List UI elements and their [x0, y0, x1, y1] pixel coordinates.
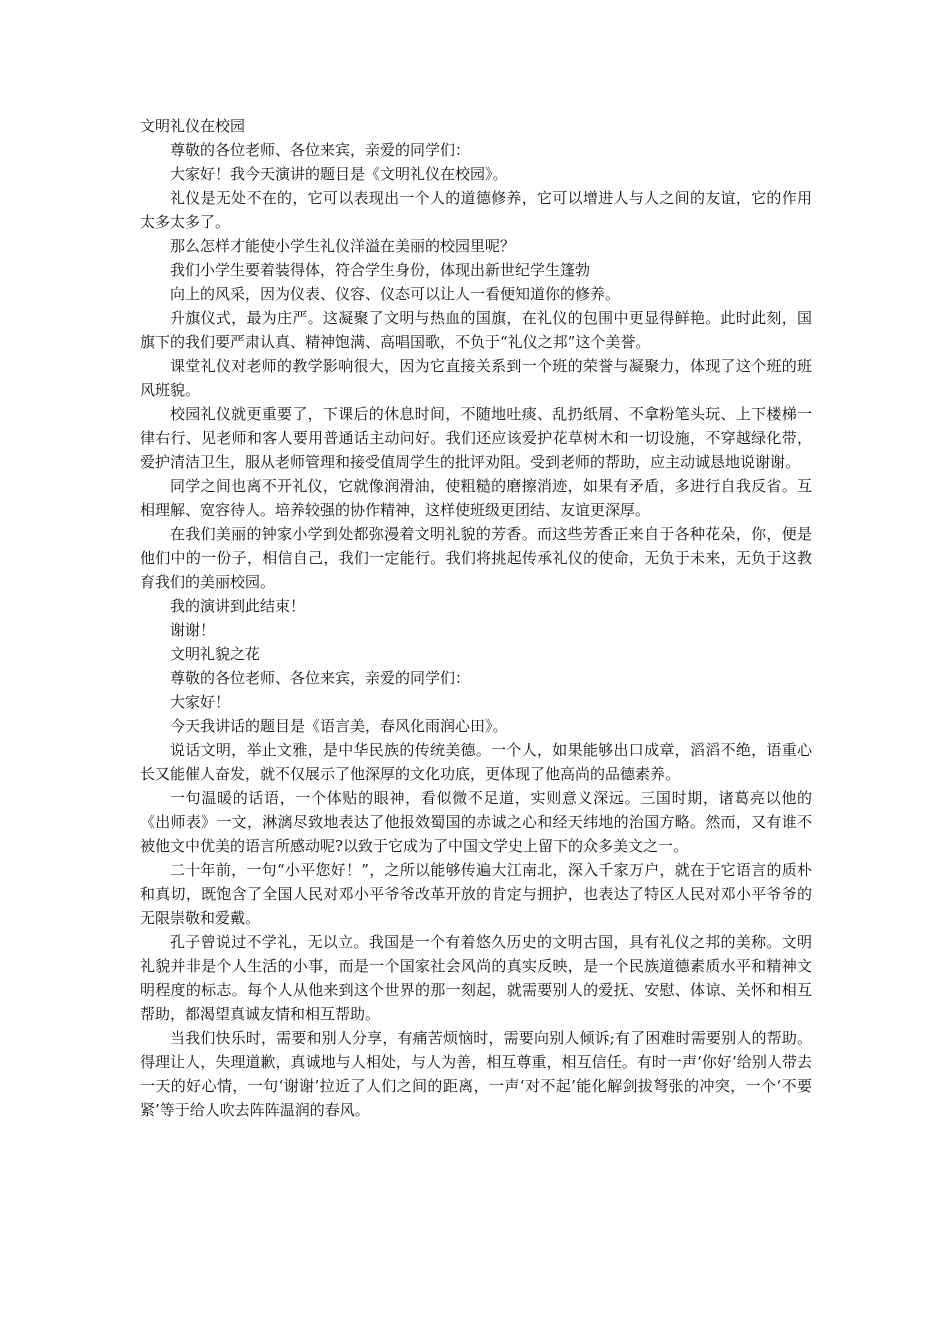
- paragraph: 大家好！: [170, 693, 231, 711]
- paragraph: 尊敬的各位老师、各位来宾，亲爱的同学们：: [170, 669, 471, 687]
- paragraph: 校园礼仪就更重要了，下课后的休息时间，不随地吐痰、乱扔纸屑、不拿粉笔头玩、上下楼梯一律右行、见老师和客人要用普通话主动问好。我们还应该爱护花草树木和一切设施，不穿越绿化带，爱护清洁卫生，服从老师管理和接受值周学生的批评劝阻。受到老师的帮助，应主动诚恳地说谢谢。: [140, 405, 812, 471]
- paragraph: 当我们快乐时，需要和别人分享，有痛苦烦恼时，需要向别人倾诉;有了困难时需要别人的帮助。得理让人，失理道歉，真诚地与人相处，与人为善，相互尊重，相互信任。有时一声‘你好’给别人带去一天的好心情，一句‘谢谢’拉近了人们之间的距离，一声‘对不起’能化解剑拔弩张的冲突，一个‘不要紧’等于给人吹去阵阵温润的春风。: [140, 1029, 812, 1119]
- paragraph: 说话文明，举止文雅，是中华民族的传统美德。一个人，如果能够出口成章，滔滔不绝，语重心长又能催人奋发，就不仅展示了他深厚的文化功底，更体现了他高尚的品德素养。: [140, 741, 812, 783]
- paragraph: 那么怎样才能使小学生礼仪洋溢在美丽的校园里呢？: [170, 237, 516, 255]
- paragraph: 升旗仪式，最为庄严。这凝聚了文明与热血的国旗，在礼仪的包围中更显得鲜艳。此时此刻，国旗下的我们要严肃认真、精神饱满、高唱国歌，不负于“礼仪之邦”这个美誉。: [140, 309, 812, 351]
- paragraph: 一句温暖的话语，一个体贴的眼神，看似微不足道，实则意义深远。三国时期，诸葛亮以他的《出师表》一文，淋漓尽致地表达了他报效蜀国的赤诚之心和经天纬地的治国方略。然而，又有谁不被他文中优美的语言所感动呢?以致于它成为了中国文学史上留下的众多美文之一。: [140, 789, 812, 855]
- paragraph-hello: 大家好！我今天演讲的题目是《文明礼仪在校园》。: [170, 165, 508, 183]
- document-title: 文明礼仪在校园: [140, 117, 246, 135]
- paragraph: 我的演讲到此结束！: [170, 597, 306, 615]
- paragraph: 今天我讲话的题目是《语言美，春风化雨润心田》。: [170, 717, 508, 735]
- paragraph: 课堂礼仪对老师的教学影响很大，因为它直接关系到一个班的荣誉与凝聚力，体现了这个班的班风班貌。: [140, 357, 812, 399]
- paragraph: 二十年前，一句“小平您好！”，之所以能够传遍大江南北，深入千家万户，就在于它语言的质朴和真切，既饱含了全国人民对邓小平爷爷改革开放的肯定与拥护，也表达了特区人民对邓小平爷爷的无限崇敬和爱戴。: [140, 861, 812, 927]
- paragraph: 同学之间也离不开礼仪，它就像润滑油，使粗糙的磨擦消迹，如果有矛盾，多进行自我反省。互相理解、宽容待人。培养较强的协作精神，这样使班级更团结、友谊更深厚。: [140, 477, 812, 519]
- section-title: 文明礼貌之花: [170, 645, 261, 663]
- paragraph: 在我们美丽的钟家小学到处都弥漫着文明礼貌的芳香。而这些芳香正来自于各种花朵，你，便是他们中的一份子，相信自己，我们一定能行。我们将挑起传承礼仪的使命，无负于未来，无负于这教育我们的美丽校园。: [140, 525, 812, 591]
- paragraph-greeting: 尊敬的各位老师、各位来宾，亲爱的同学们：: [170, 141, 471, 159]
- paragraph: 我们小学生要着装得体，符合学生身份，体现出新世纪学生篷勃: [170, 261, 591, 279]
- paragraph: 谢谢！: [170, 621, 216, 639]
- paragraph: 孔子曾说过不学礼，无以立。我国是一个有着悠久历史的文明古国，具有礼仪之邦的美称。文明礼貌并非是个人生活的小事，而是一个国家社会风尚的真实反映，是一个民族道德素质水平和精神文明程度的标志。每个人从他来到这个世界的那一刻起，就需要别人的爱抚、安慰、体谅、关怀和相互帮助，都渴望真诚友情和相互帮助。: [140, 933, 812, 1023]
- document-page: [140, 114, 812, 1122]
- paragraph: 向上的风采，因为仪表、仪容、仪态可以让人一看便知道你的修养。: [170, 285, 621, 303]
- paragraph: 礼仪是无处不在的，它可以表现出一个人的道德修养，它可以增进人与人之间的友谊，它的作用太多太多了。: [140, 189, 812, 231]
- document-body: [140, 138, 812, 1122]
